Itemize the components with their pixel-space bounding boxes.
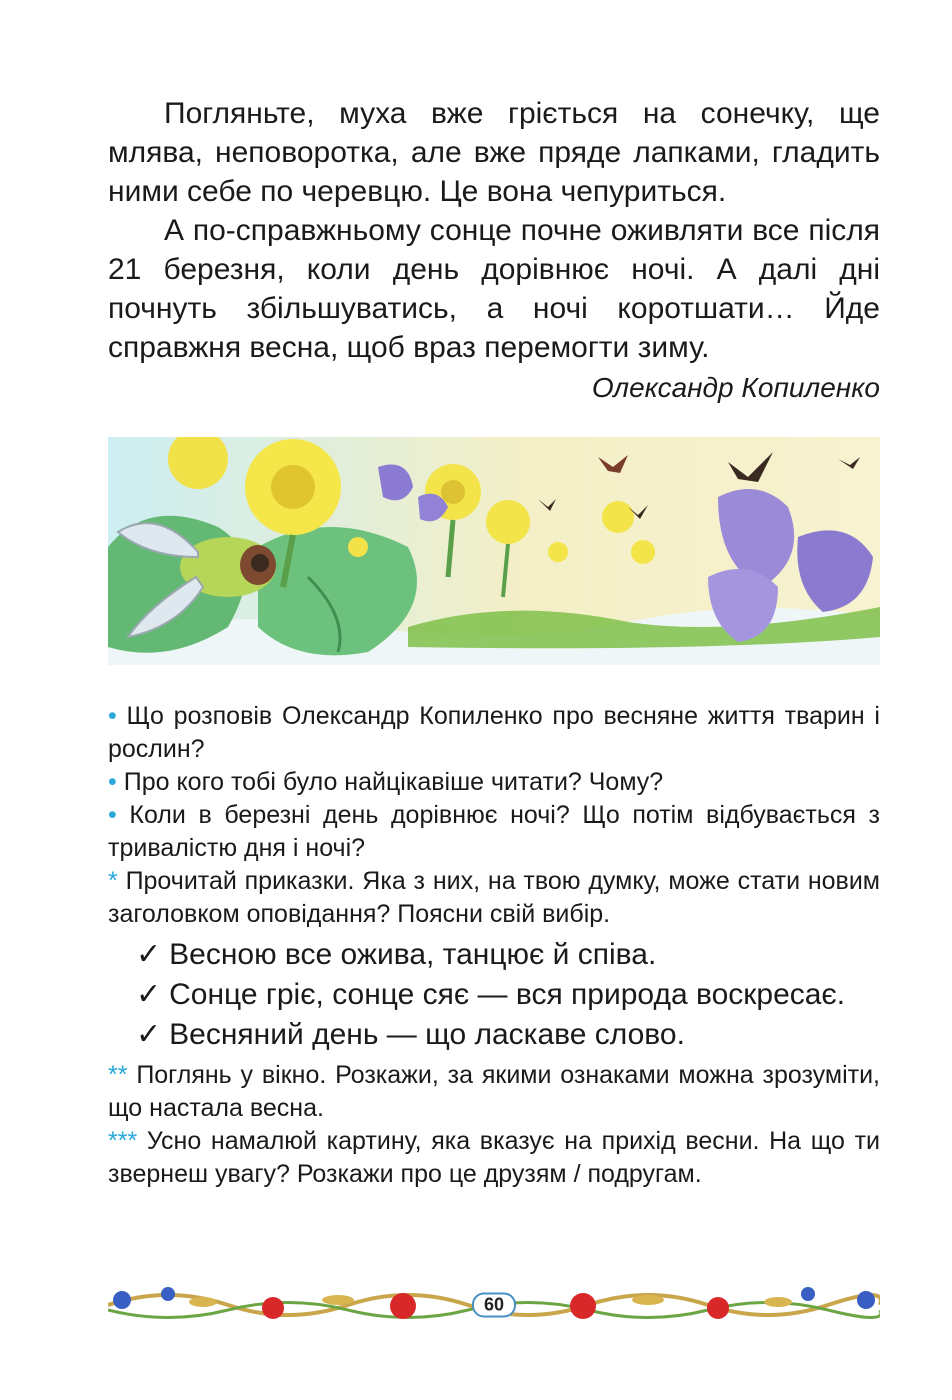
question-text: Про кого тобі було найцікавіше читати? Чому? — [123, 768, 664, 796]
question-item — [108, 799, 880, 865]
spring-scene-image — [108, 437, 880, 665]
task-text: Поглянь у вікно. Розкажи, за якими ознаками можна зрозуміти, що настала весна. — [108, 1061, 880, 1122]
task-item — [108, 1059, 880, 1125]
question-marker: • — [108, 768, 117, 796]
question-marker: • — [108, 801, 117, 829]
spring-illustration — [108, 437, 880, 665]
check-icon: ✓ — [136, 938, 162, 971]
proverb-text: Сонце гріє, сонце сяє — вся природа воскресає. — [169, 978, 846, 1011]
page-number: 60 — [472, 1293, 516, 1318]
proverb-list — [108, 935, 880, 1055]
author-name: Олександр Копиленко — [591, 372, 880, 403]
question-marker: • — [108, 702, 117, 730]
proverb-item — [108, 975, 880, 1015]
task-text: Усно намалюй картину, яка вказує на прихід весни. На що ти звернеш увагу? Розкажи про це друзям / подругам. — [108, 1127, 880, 1188]
story-paragraph-1: Погляньте, муха вже гріється на сонечку, ще млява, неповоротка, але вже пряде лапками, гладить ними себе по черевцю. Це вона чепуриться. — [108, 97, 880, 208]
questions-section — [108, 700, 880, 1191]
page-footer-ornament — [108, 1280, 880, 1330]
question-text: Коли в березні день дорівнює ночі? Що потім відбувається з тривалістю дня і ночі? — [108, 801, 880, 862]
task-marker: *** — [108, 1127, 138, 1155]
proverb-text: Весною все ожива, танцює й співа. — [169, 938, 657, 971]
proverb-item — [108, 1015, 880, 1055]
question-item — [108, 766, 880, 799]
check-icon: ✓ — [136, 978, 162, 1011]
story-text — [108, 94, 880, 367]
question-item — [108, 865, 880, 931]
story-paragraph-2: А по-справжньому сонце почне оживляти все після 21 березня, коли день дорівнює ночі. А далі дні почнуть збільшуватись, а ночі коротшати… Йде справжня весна, щоб враз перемогти зиму. — [108, 214, 880, 364]
question-item — [108, 700, 880, 766]
question-text: Що розповів Олександр Копиленко про весняне життя тварин і рослин? — [108, 702, 880, 763]
task-item — [108, 1125, 880, 1191]
proverb-item — [108, 935, 880, 975]
question-marker: * — [108, 867, 118, 895]
proverb-text: Весняний день — що ласкаве слово. — [169, 1018, 685, 1051]
task-marker: ** — [108, 1061, 128, 1089]
question-text: Прочитай приказки. Яка з них, на твою думку, може стати новим заголовком оповідання? Поясни свій вибір. — [108, 867, 880, 928]
check-icon: ✓ — [136, 1018, 162, 1051]
